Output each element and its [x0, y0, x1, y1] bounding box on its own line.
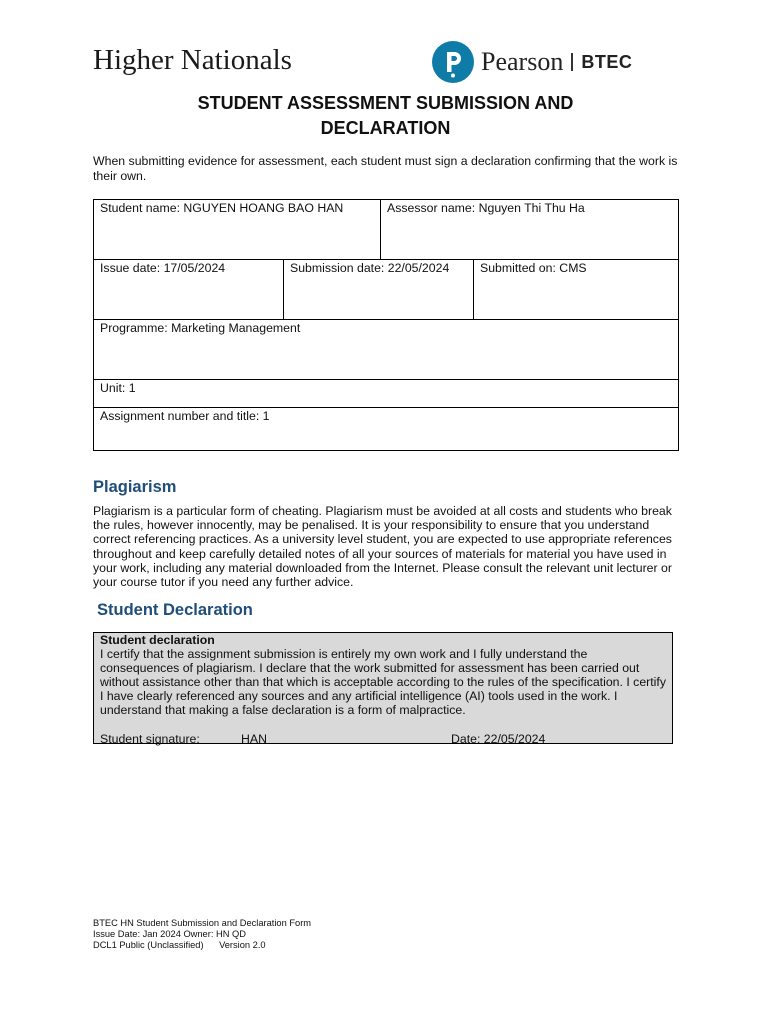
table-row: [94, 320, 679, 380]
programme-field[interactable]: Programme: Marketing Management: [94, 320, 679, 380]
signature-row: [100, 732, 666, 747]
footer-line-2: Issue Date: Jan 2024 Owner: HN QD: [93, 929, 246, 939]
declaration-date[interactable]: Date: 22/05/2024: [451, 732, 546, 746]
footer-line-1: BTEC HN Student Submission and Declaration Form: [93, 918, 312, 928]
title-line-2: DECLARATION: [320, 118, 451, 138]
submission-date-field[interactable]: Submission date: 22/05/2024: [284, 260, 474, 320]
student-declaration-heading: Student Declaration: [97, 601, 253, 619]
submission-details-table: [93, 199, 679, 451]
footer-line-3: DCL1 Public (Unclassified) Version 2.0: [93, 940, 266, 950]
signature-label: Student signature:: [100, 732, 200, 746]
signature-value[interactable]: HAN: [241, 732, 267, 746]
assessor-name-field[interactable]: Assessor name: Nguyen Thi Thu Ha: [381, 200, 679, 260]
declaration-text: I certify that the assignment submission is entirely my own work and I fully understand the consequences of plagiarism. I declare that the work submitted for assessment has been carried out without assistance other than that which is acceptable according to the rules of the specification. I certify I have clearly referenced any sources and any artificial intelligence (AI) tools used in the work. I understand that making a false declaration is a form of malpractice.: [100, 647, 666, 717]
issue-date-field[interactable]: Issue date: 17/05/2024: [94, 260, 284, 320]
brand-title: Higher Nationals: [93, 44, 292, 76]
plagiarism-heading: Plagiarism: [93, 478, 177, 496]
table-row: [94, 260, 679, 320]
page-title: [93, 91, 678, 141]
unit-field[interactable]: Unit: 1: [94, 380, 679, 408]
intro-text: When submitting evidence for assessment, each student must sign a declaration confirming that the work is their own.: [93, 154, 678, 183]
declaration-box: [93, 632, 673, 744]
declaration-box-title: Student declaration: [100, 633, 215, 647]
pearson-btec-logo: [432, 40, 632, 84]
logo-word: Pearson: [481, 47, 564, 76]
table-row: [94, 380, 679, 408]
table-row: [94, 200, 679, 260]
logo-divider: [571, 53, 573, 71]
footer: [93, 918, 311, 951]
submitted-on-field[interactable]: Submitted on: CMS: [474, 260, 679, 320]
student-name-field[interactable]: Student name: NGUYEN HOANG BAO HAN: [94, 200, 381, 260]
logo-suffix: BTEC: [581, 51, 633, 72]
assignment-field[interactable]: Assignment number and title: 1: [94, 408, 679, 451]
plagiarism-text: Plagiarism is a particular form of cheating. Plagiarism must be avoided at all costs and students who break the rules, however innocently, may be penalised. It is your responsibility to ensure that you understand correct referencing practices. As a university level student, you are expected to use appropriate references throughout and keep carefully detailed notes of all your sources of materials for material you have used in your work, including any material downloaded from the Internet. Please consult the relevant unit lecturer or your course tutor if you need any further advice.: [93, 504, 672, 590]
table-row: [94, 408, 679, 451]
title-line-1: STUDENT ASSESSMENT SUBMISSION AND: [197, 93, 574, 113]
pearson-p-icon: [432, 41, 474, 83]
